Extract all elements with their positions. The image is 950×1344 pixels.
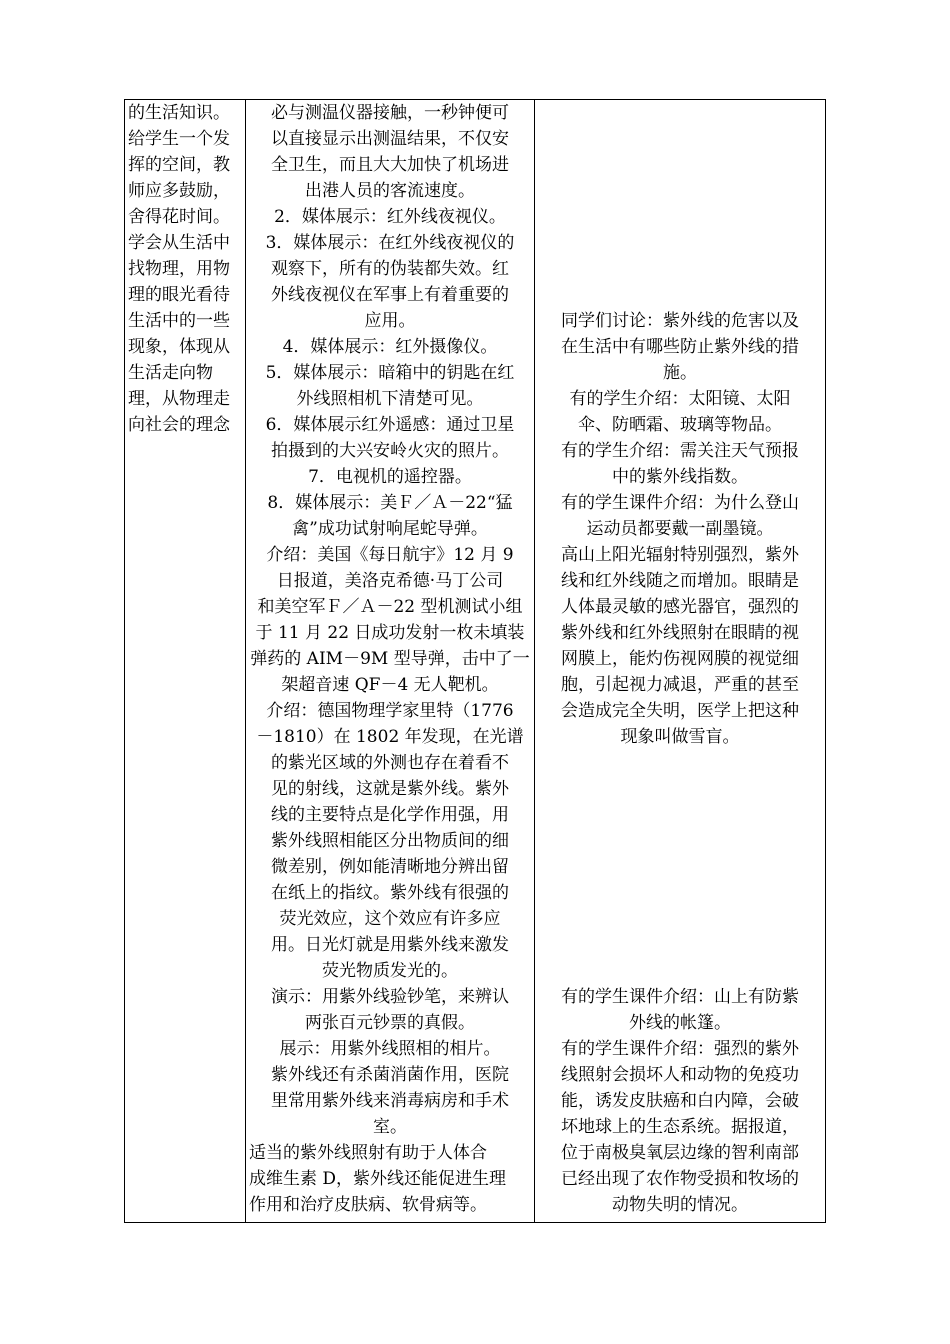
text-line: 学会从生活中 [128, 233, 230, 253]
text-line: 全卫生，而且大大加快了机场进 [271, 155, 509, 175]
text-line: 施。 [663, 363, 697, 383]
text-line: 演示：用紫外线验钞笔，来辨认 [271, 987, 509, 1007]
text-line: 禽”成功试射响尾蛇导弹。 [292, 519, 488, 539]
text-line: 介绍：德国物理学家里特（1776 [266, 701, 514, 721]
text-line: 紫外线照相能区分出物质间的细 [271, 831, 509, 851]
text-line: 人体最灵敏的感光器官，强烈的 [561, 597, 799, 617]
text-line: 里常用紫外线来消毒病房和手术 [271, 1091, 509, 1111]
text-line: 拍摄到的大兴安岭火灾的照片。 [271, 441, 509, 461]
text-line: 有的学生课件介绍：为什么登山 [561, 493, 799, 513]
text-line: 在纸上的指纹。紫外线有很强的 [271, 883, 509, 903]
text-line: 坏地球上的生态系统。据报道， [561, 1117, 799, 1137]
text-line: 荧光物质发光的。 [322, 961, 458, 981]
text-line: 有的学生课件介绍：强烈的紫外 [561, 1039, 799, 1059]
text-line: 架超音速 QF－4 无人靶机。 [281, 675, 499, 695]
text-line: 线的主要特点是化学作用强，用 [271, 805, 509, 825]
text-line: 已经出现了农作物受损和牧场的 [561, 1169, 799, 1189]
text-line: 有的学生介绍：需关注天气预报 [561, 441, 799, 461]
text-line: 弹药的 AIM－9M 型导弹，击中了一 [250, 649, 530, 669]
text-line: 8．媒体展示：美Ｆ／Ａ－22“猛 [267, 493, 513, 513]
text-line: 外线的帐篷。 [629, 1013, 731, 1033]
text-line: 6．媒体展示红外遥感：通过卫星 [265, 415, 515, 435]
text-line: 见的射线，这就是紫外线。紫外 [271, 779, 509, 799]
text-line: 室。 [373, 1117, 407, 1137]
text-line: 的紫光区域的外测也存在着看不 [271, 753, 509, 773]
text-line: 有的学生介绍：太阳镜、太阳 [569, 389, 791, 409]
text-line: 伞、防晒霜、玻璃等物品。 [578, 415, 782, 435]
text-line: 观察下，所有的伪装都失效。红 [271, 259, 509, 279]
text-line: 胞，引起视力减退，严重的甚至 [561, 675, 799, 695]
text-line: 日报道，美洛克希德·马丁公司 [276, 571, 504, 591]
text-line: 会造成完全失明，医学上把这种 [561, 701, 799, 721]
text-line: 微差别，例如能清晰地分辨出留 [271, 857, 509, 877]
text-line: －1810）在 1802 年发现，在光谱 [256, 727, 524, 747]
text-line: 4．媒体展示：红外摄像仪。 [282, 337, 498, 357]
text-line: 向社会的理念 [128, 415, 230, 435]
text-line: 3．媒体展示：在红外线夜视仪的 [265, 233, 515, 253]
text-line: 理的眼光看待 [128, 285, 230, 305]
text-line: 中的紫外线指数。 [612, 467, 748, 487]
text-line: 紫外线和红外线照射在眼睛的视 [561, 623, 799, 643]
text-line: 紫外线还有杀菌消菌作用，医院 [271, 1065, 509, 1085]
text-line: 运动员都要戴一副墨镜。 [586, 519, 774, 539]
text-line: 位于南极臭氧层边缘的智利南部 [561, 1143, 799, 1163]
text-line: 能，诱发皮肤癌和白内障，会破 [561, 1091, 799, 1111]
text-line: 展示：用紫外线照相的相片。 [279, 1039, 501, 1059]
text-line: 出港人员的客流速度。 [305, 181, 475, 201]
design-intent-column [125, 100, 246, 1222]
teacher-activity-column [246, 100, 535, 1222]
text-line: 生活走向物 [128, 363, 213, 383]
text-line: 的生活知识。 [128, 103, 230, 123]
text-line: 理，从物理走 [128, 389, 230, 409]
text-line: 现象，体现从 [128, 337, 230, 357]
text-line: 两张百元钞票的真假。 [305, 1013, 475, 1033]
text-line: 师应多鼓励， [128, 181, 230, 201]
text-line: 适当的紫外线照射有助于人体合 [249, 1143, 487, 1163]
text-line: 网膜上，能灼伤视网膜的视觉细 [561, 649, 799, 669]
text-line: 给学生一个发 [128, 129, 230, 149]
text-line: 作用和治疗皮肤病、软骨病等。 [249, 1195, 487, 1215]
text-line: 外线照相机下清楚可见。 [296, 389, 484, 409]
text-line: 用。日光灯就是用紫外线来激发 [271, 935, 509, 955]
text-line: 7．电视机的遥控器。 [308, 467, 472, 487]
text-line: 必与测温仪器接触，一秒钟便可 [271, 103, 509, 123]
text-line: 成维生素 D，紫外线还能促进生理 [249, 1169, 507, 1189]
text-line: 线照射会损坏人和动物的免疫功 [561, 1065, 799, 1085]
text-line: 现象叫做雪盲。 [620, 727, 740, 747]
lesson-plan-table [124, 99, 826, 1223]
text-line: 2．媒体展示：红外线夜视仪。 [274, 207, 506, 227]
text-line: 应用。 [364, 311, 416, 331]
text-line: 有的学生课件介绍：山上有防紫 [561, 987, 799, 1007]
text-line: 荧光效应，这个效应有许多应 [279, 909, 501, 929]
text-line: 线和红外线随之而增加。眼睛是 [561, 571, 799, 591]
text-line: 和美空军Ｆ／Ａ－22 型机测试小组 [257, 597, 523, 617]
text-line: 外线夜视仪在军事上有着重要的 [271, 285, 509, 305]
text-line: 同学们讨论：紫外线的危害以及 [561, 311, 799, 331]
text-line: 舍得花时间。 [128, 207, 230, 227]
text-line: 动物失明的情况。 [612, 1195, 748, 1215]
text-line: 介绍：美国《每日航宇》12 月 9 [266, 545, 514, 565]
text-line: 5．媒体展示：暗箱中的钥匙在红 [265, 363, 515, 383]
student-activity-column [535, 100, 825, 1222]
text-line: 在生活中有哪些防止紫外线的措 [561, 337, 799, 357]
text-line: 高山上阳光辐射特别强烈，紫外 [561, 545, 799, 565]
text-line: 挥的空间，教 [128, 155, 230, 175]
text-line: 以直接显示出测温结果，不仅安 [271, 129, 509, 149]
text-line: 找物理，用物 [128, 259, 230, 279]
text-line: 生活中的一些 [128, 311, 230, 331]
text-line: 于 11 月 22 日成功发射一枚未填装 [255, 623, 525, 643]
